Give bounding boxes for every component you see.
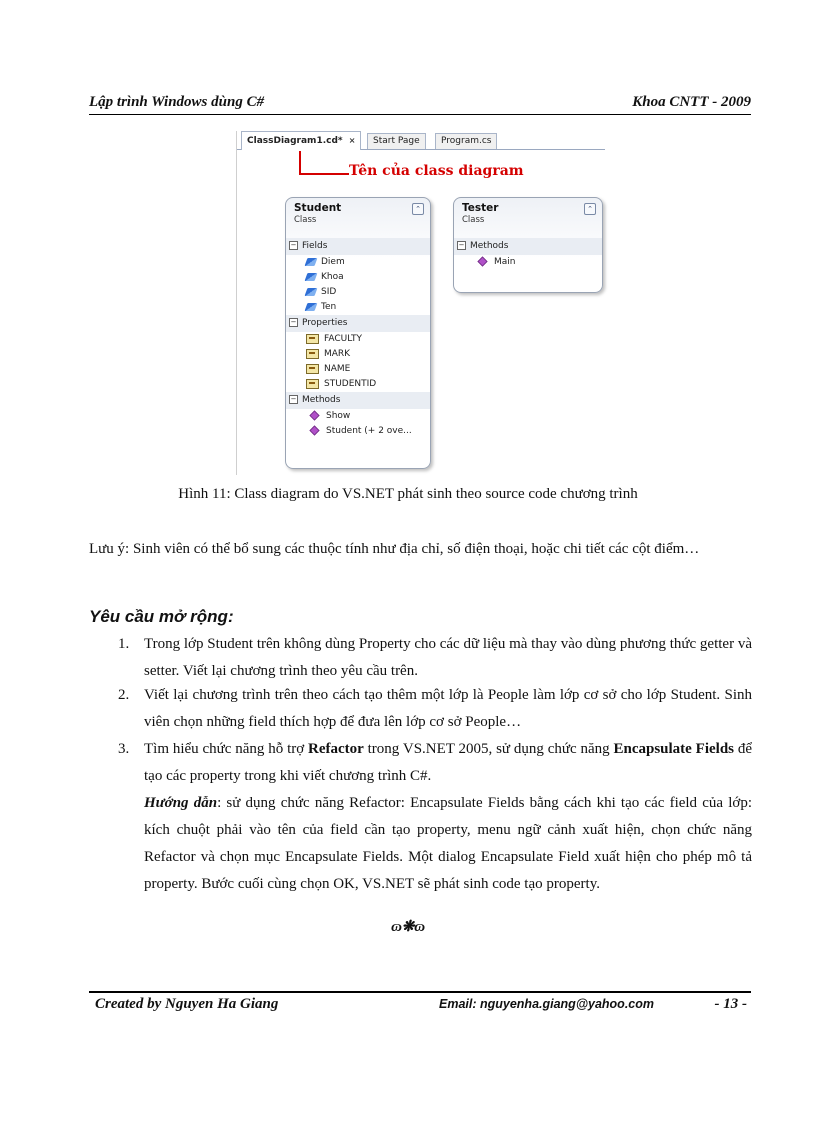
member-method[interactable]	[286, 424, 430, 439]
member-property[interactable]	[286, 362, 430, 377]
member-method[interactable]	[454, 255, 602, 270]
minus-icon[interactable]: −	[458, 241, 465, 249]
member-property[interactable]	[286, 347, 430, 362]
section-methods[interactable]	[286, 392, 430, 409]
section-properties[interactable]	[286, 315, 430, 332]
member-label: Show	[326, 411, 351, 421]
section-title: Properties	[302, 318, 348, 328]
list-text	[144, 736, 752, 790]
member-label: MARK	[324, 349, 351, 359]
member-label: Khoa	[321, 272, 344, 282]
member-label: Diem	[321, 257, 345, 267]
footer-author: Created by Nguyen Ha Giang	[95, 996, 279, 1012]
property-icon	[306, 349, 319, 359]
list-text: Trong lớp Student trên không dùng Property cho các dữ liệu mà thay vào dùng phương thức getter và setter. Viết lại chương trình theo yêu cầu trên.	[144, 636, 752, 679]
class-kind: Class	[462, 215, 485, 225]
section-title: Methods	[302, 395, 341, 405]
annotation-label: Tên của class diagram	[349, 163, 524, 179]
member-label: SID	[321, 287, 337, 297]
section-fields[interactable]	[286, 238, 430, 255]
method-icon	[309, 410, 319, 420]
list-number: 1.	[118, 636, 130, 652]
member-label: Main	[494, 257, 516, 267]
hint-paragraph	[144, 790, 752, 898]
class-box-tester[interactable]	[453, 197, 603, 293]
bold-term: Refactor	[308, 741, 364, 757]
minus-icon[interactable]: −	[290, 318, 297, 326]
minus-icon[interactable]: −	[290, 241, 297, 249]
list-number: 2.	[118, 687, 130, 703]
tab-label: ClassDiagram1.cd*	[247, 136, 343, 146]
section-heading: Yêu cầu mở rộng:	[89, 607, 234, 626]
member-field[interactable]	[286, 270, 430, 285]
member-property[interactable]	[286, 377, 430, 392]
class-diagram-screenshot	[236, 131, 605, 475]
note-paragraph: Lưu ý: Sinh viên có thể bổ sung các thuộc tính như địa chỉ, số điện thoại, hoặc chi tiết các cột điểm…	[89, 541, 700, 557]
property-icon	[306, 334, 319, 344]
class-box-student[interactable]	[285, 197, 431, 469]
field-icon	[305, 303, 318, 311]
member-label: FACULTY	[324, 334, 362, 344]
text-run: để tạo các property trong khi viết chương trình C#.	[144, 741, 752, 784]
page-header	[89, 94, 751, 115]
class-name: Student	[294, 202, 342, 214]
member-field[interactable]	[286, 255, 430, 270]
member-property[interactable]	[286, 332, 430, 347]
end-ornament: ɷ❋ɷ	[391, 919, 425, 935]
tab-start-page[interactable]	[367, 133, 426, 149]
class-name: Tester	[462, 202, 499, 214]
text-run: Tìm hiểu chức năng hỗ trợ	[144, 741, 309, 757]
method-icon	[309, 425, 319, 435]
field-icon	[305, 273, 318, 281]
header-course-title: Lập trình Windows dùng C#	[89, 94, 265, 110]
figure-caption: Hình 11: Class diagram do VS.NET phát sinh theo source code chương trình	[178, 486, 638, 502]
member-field[interactable]	[286, 300, 430, 315]
page-footer	[89, 991, 751, 1015]
hint-text: : sử dụng chức năng Refactor: Encapsulate Fields bằng cách khi tạo các field của lớp: kích chuột phải vào tên của field cần tạo property, menu ngữ cảnh xuất hiện, chọn chức năng Refactor và chọn mục Encapsulate Fields. Một dialog Encapsulate Field xuất hiện cho phép mô tả property. Bước cuối cùng chọn OK, VS.NET sẽ phát sinh code tạo property.	[144, 795, 752, 892]
header-department: Khoa CNTT - 2009	[632, 94, 751, 110]
close-icon[interactable]: ×	[348, 136, 356, 145]
annotation-arrow	[299, 151, 349, 175]
tab-label: Start Page	[373, 136, 420, 146]
property-icon	[306, 364, 319, 374]
document-tabstrip	[237, 131, 605, 150]
class-header	[454, 198, 602, 238]
text-run: trong VS.NET 2005, sử dụng chức năng	[363, 741, 614, 757]
member-label: NAME	[324, 364, 351, 374]
section-methods[interactable]	[454, 238, 602, 255]
collapse-icon[interactable]: ⌃	[584, 203, 596, 215]
list-item	[118, 682, 752, 736]
member-label: Student (+ 2 ove...	[326, 426, 412, 436]
field-icon	[305, 288, 318, 296]
member-label: Ten	[321, 302, 337, 312]
hint-label: Hướng dẫn	[144, 795, 218, 811]
list-item	[118, 631, 752, 685]
tab-classdiagram[interactable]	[241, 131, 361, 150]
list-text: Viết lại chương trình trên theo cách tạo thêm một lớp là People làm lớp cơ sở cho lớp Student. Sinh viên chọn những field thích hợp để đưa lên lớp cơ sở People…	[144, 687, 752, 730]
list-item	[118, 736, 752, 898]
collapse-icon[interactable]: ⌃	[412, 203, 424, 215]
class-kind: Class	[294, 215, 317, 225]
member-label: STUDENTID	[324, 379, 377, 389]
page-number: - 13 -	[714, 996, 747, 1012]
list-number: 3.	[118, 741, 130, 757]
class-header	[286, 198, 430, 238]
member-method[interactable]	[286, 409, 430, 424]
method-icon	[477, 256, 487, 266]
member-field[interactable]	[286, 285, 430, 300]
tab-program-cs[interactable]	[435, 133, 497, 149]
field-icon	[305, 258, 318, 266]
section-title: Fields	[302, 241, 328, 251]
footer-email: Email: nguyenha.giang@yahoo.com	[439, 997, 654, 1011]
tab-label: Program.cs	[441, 136, 492, 146]
property-icon	[306, 379, 319, 389]
minus-icon[interactable]: −	[290, 395, 297, 403]
section-title: Methods	[470, 241, 509, 251]
bold-term: Encapsulate Fields	[613, 741, 734, 757]
